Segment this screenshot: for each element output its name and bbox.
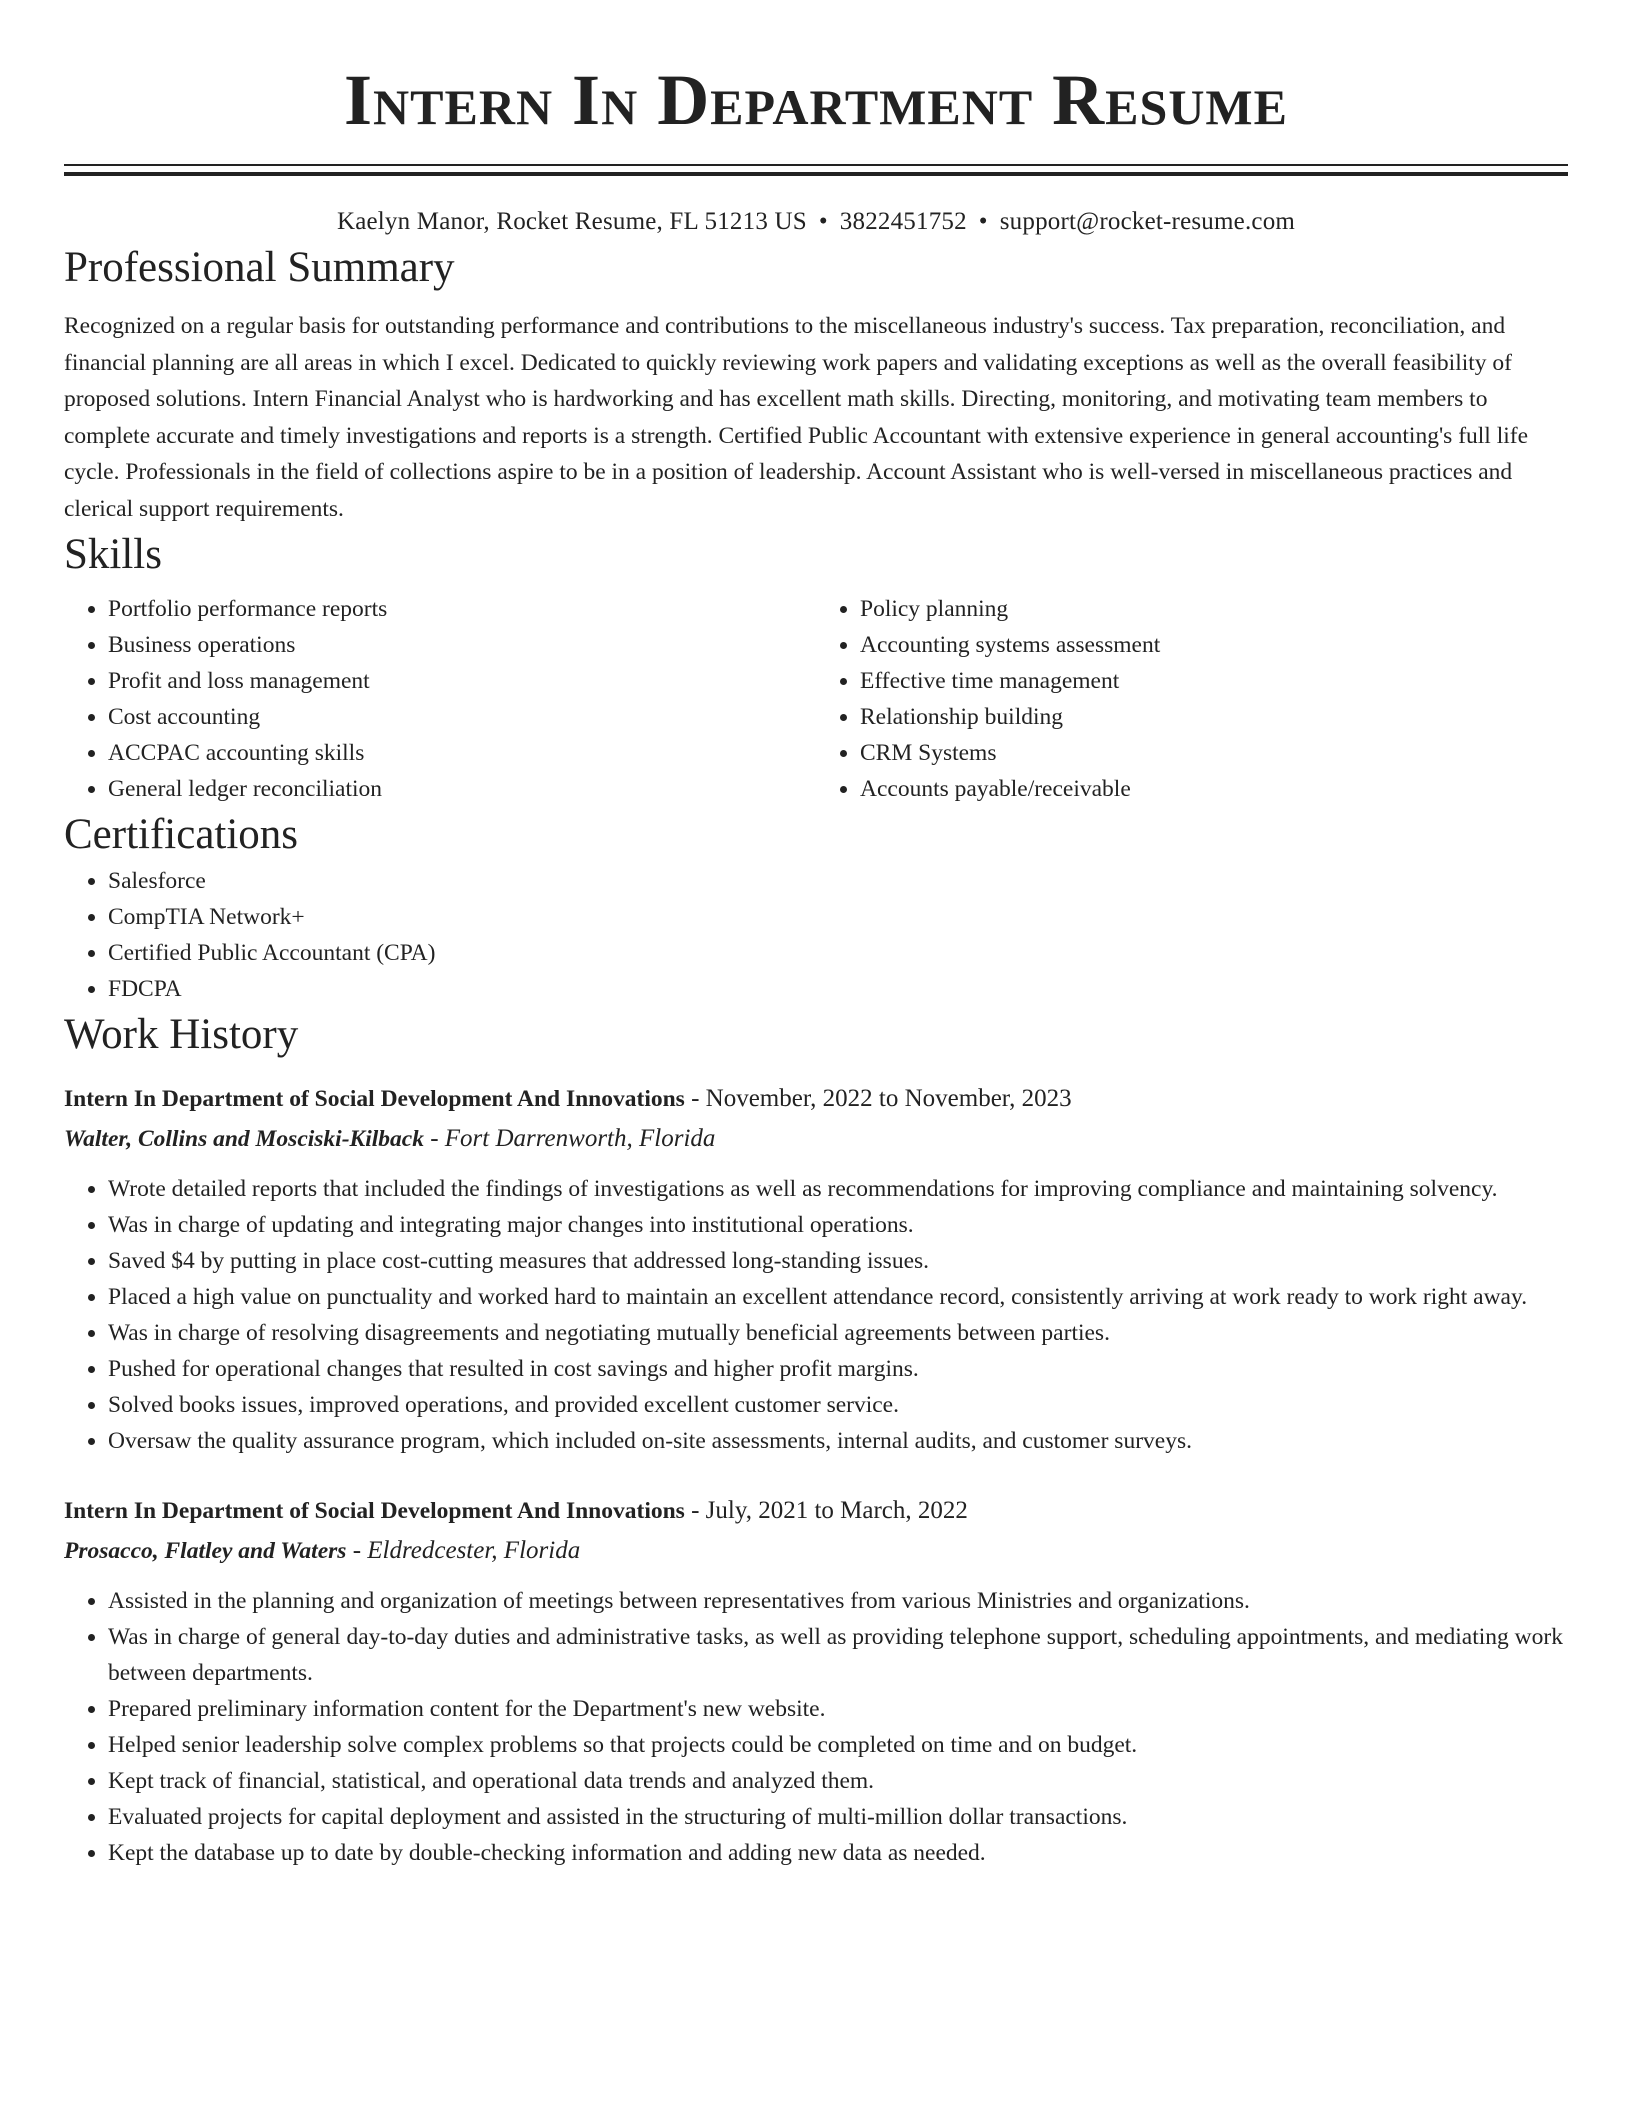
certifications-list (64, 863, 1568, 1007)
job-location: - Fort Darrenworth, Florida (423, 1125, 716, 1152)
job-role: Intern In Department of Social Development And Innovations (64, 1086, 685, 1112)
resume-title: Intern In Department Resume (344, 60, 1288, 140)
work-history-heading: Work History (64, 1011, 299, 1058)
job-bullet: • Pushed for operational changes that resulted in cost savings and higher profit margins. (108, 1351, 1568, 1387)
job-bullet: • Wrote detailed reports that included the findings of investigations as well as recommendations for improving compliance and maintaining solvency. (108, 1171, 1568, 1207)
job-bullets (64, 1171, 1568, 1459)
job-title-line (64, 1079, 1568, 1119)
summary-heading: Professional Summary (64, 244, 455, 291)
job-bullet: • Kept track of financial, statistical, and operational data trends and analyzed them. (108, 1763, 1568, 1799)
contact-line (64, 204, 1568, 240)
contact-separator: • (978, 208, 988, 235)
title-rule-thin (64, 164, 1568, 166)
certification-item: • Certified Public Accountant (CPA) (108, 935, 1568, 971)
job-role: Intern In Department of Social Development And Innovations (64, 1498, 685, 1524)
skill-item: • Accounts payable/receivable (860, 771, 1568, 807)
job-bullet: • Placed a high value on punctuality and worked hard to maintain an excellent attendance record, consistently arriving at work ready to work right away. (108, 1279, 1568, 1315)
skill-item: • Portfolio performance reports (108, 591, 816, 627)
skill-item: • Profit and loss management (108, 663, 816, 699)
job-bullet: • Assisted in the planning and organization of meetings between representatives from various Ministries and organizations. (108, 1583, 1568, 1619)
skill-item: • Accounting systems assessment (860, 627, 1568, 663)
job-bullet: • Prepared preliminary information content for the Department's new website. (108, 1691, 1568, 1727)
job-bullet: • Was in charge of resolving disagreements and negotiating mutually beneficial agreements between parties. (108, 1315, 1568, 1351)
skill-item: • Effective time management (860, 663, 1568, 699)
job-title-line (64, 1491, 1568, 1531)
job-bullet: • Saved $4 by putting in place cost-cutting measures that addressed long-standing issues. (108, 1243, 1568, 1279)
certification-item: • Salesforce (108, 863, 1568, 899)
job-company-line (64, 1531, 1568, 1571)
skill-item: • Relationship building (860, 699, 1568, 735)
job-bullets (64, 1583, 1568, 1871)
contact-address: Kaelyn Manor, Rocket Resume, FL 51213 US (336, 208, 807, 235)
job-bullet: • Was in charge of updating and integrating major changes into institutional operations. (108, 1207, 1568, 1243)
job-entry (64, 1491, 1568, 1871)
job-company: Prosacco, Flatley and Waters (64, 1538, 347, 1564)
skill-item: • General ledger reconciliation (108, 771, 816, 807)
resume-page (64, 0, 1568, 1871)
contact-separator: • (818, 208, 828, 235)
certification-item: • FDCPA (108, 971, 1568, 1007)
skills-heading: Skills (64, 531, 162, 578)
skill-item: • Business operations (108, 627, 816, 663)
job-company: Walter, Collins and Mosciski-Kilback (64, 1126, 424, 1152)
skills-columns (64, 591, 1568, 807)
contact-email: support@rocket-resume.com (999, 208, 1296, 235)
skills-list-right (816, 591, 1568, 807)
skill-item: • ACCPAC accounting skills (108, 735, 816, 771)
job-bullet: • Evaluated projects for capital deployment and assisted in the structuring of multi-million dollar transactions. (108, 1799, 1568, 1835)
job-dates: - November, 2022 to November, 2023 (684, 1085, 1072, 1112)
job-bullet: • Kept the database up to date by double-checking information and adding new data as needed. (108, 1835, 1568, 1871)
job-location: - Eldredcester, Florida (346, 1537, 581, 1564)
job-bullet: • Oversaw the quality assurance program, which included on-site assessments, internal audits, and customer surveys. (108, 1423, 1568, 1459)
job-company-line (64, 1119, 1568, 1159)
job-entry (64, 1079, 1568, 1459)
job-bullet: • Helped senior leadership solve complex problems so that projects could be completed on time and on budget. (108, 1727, 1568, 1763)
skill-item: • Cost accounting (108, 699, 816, 735)
skill-item: • CRM Systems (860, 735, 1568, 771)
job-bullet: • Was in charge of general day-to-day duties and administrative tasks, as well as providing telephone support, scheduling appointments, and mediating work between departments. (108, 1619, 1568, 1691)
contact-phone: 3822451752 (839, 208, 967, 235)
certifications-heading: Certifications (64, 811, 299, 858)
skill-item: • Policy planning (860, 591, 1568, 627)
title-rule-thick (64, 172, 1568, 176)
skills-list-left (64, 591, 816, 807)
job-bullet: • Solved books issues, improved operations, and provided excellent customer service. (108, 1387, 1568, 1423)
certification-item: • CompTIA Network+ (108, 899, 1568, 935)
job-dates: - July, 2021 to March, 2022 (684, 1497, 968, 1524)
summary-text: Recognized on a regular basis for outstanding performance and contributions to the miscellaneous industry's success. Tax preparation, reconciliation, and financial planning are all areas in which I excel. Dedicated to quickly reviewing work papers and validating exceptions as well as the overall feasibility of proposed solutions. Intern Financial Analyst who is hardworking and has excellent math skills. Directing, monitoring, and motivating team members to complete accurate and timely investigations and reports is a strength. Certified Public Accountant with extensive experience in general accounting's full life cycle. Professionals in the field of collections aspire to be in a position of leadership. Account Assistant who is well-versed in miscellaneous practices and clerical support requirements. (64, 313, 1529, 522)
